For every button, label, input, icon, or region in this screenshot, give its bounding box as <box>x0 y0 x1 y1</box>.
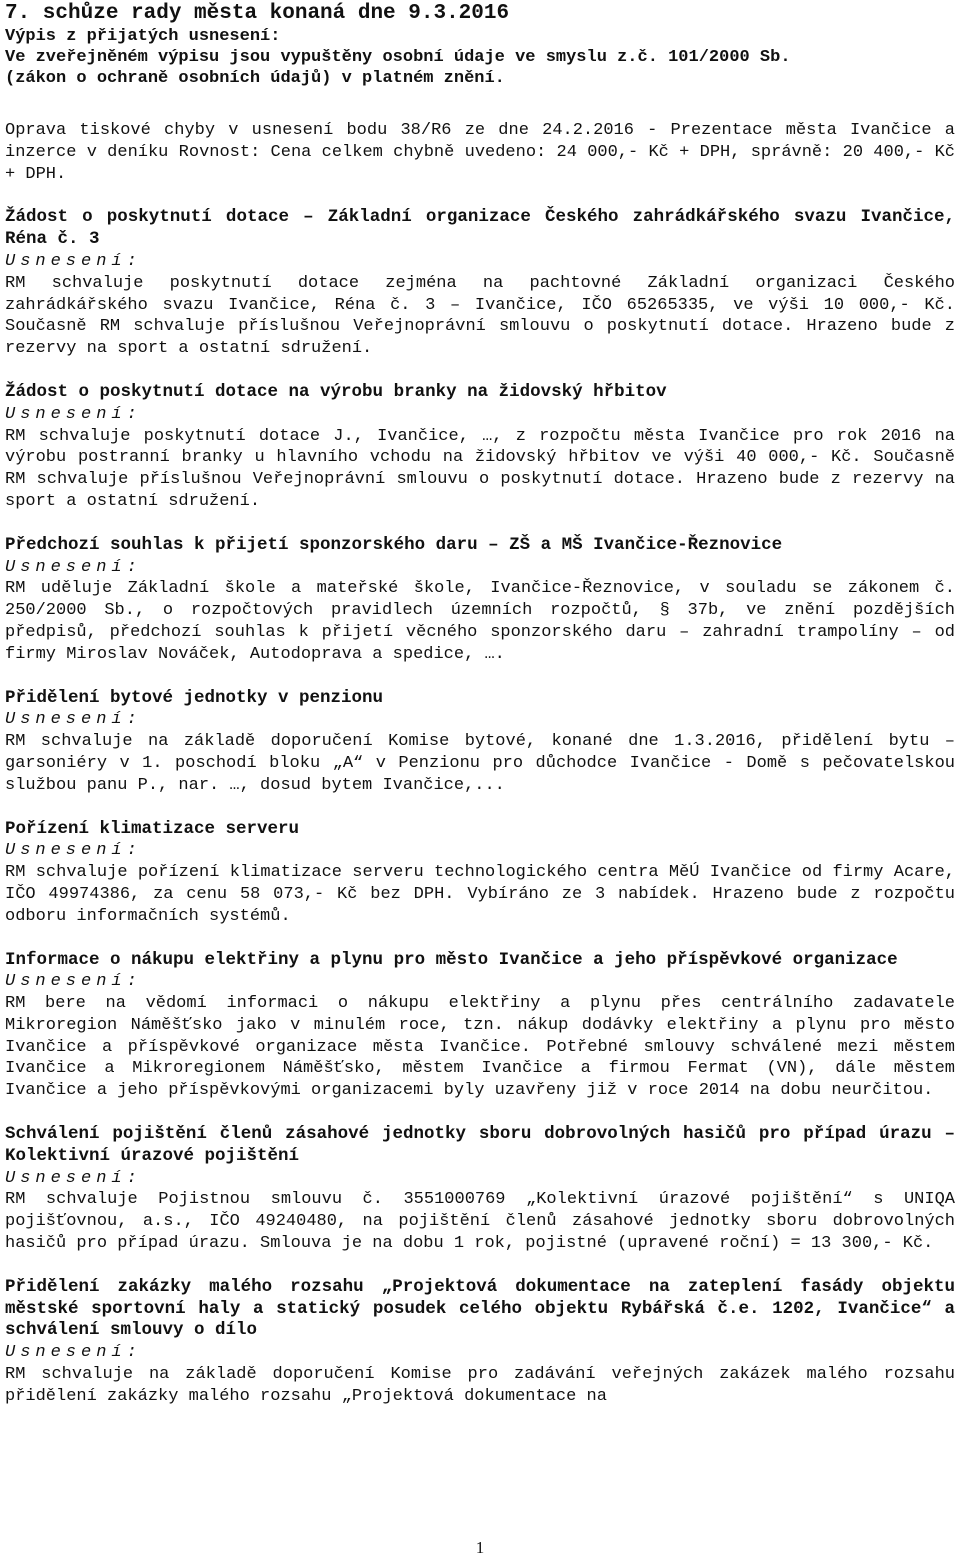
section-text: RM schvaluje poskytnutí dotace J., Ivančice, …, z rozpočtu města Ivančice pro rok 2016 na výrobu postranní branky u hlavního vchodu na židovský hřbitov ve výši 40 000,- Kč. Současně RM schvaluje příslušnou Veřejnoprávní smlouvu o poskytnutí dotace. Hrazeno bude z rezervy na sport a ostatní sdružení. <box>5 426 955 511</box>
section-text: RM uděluje Základní škole a mateřské škole, Ivančice-Řeznovice, v souladu se zákonem č. 250/2000 Sb., o rozpočtových pravidlech územních rozpočtů, § 37b, ve znění pozdějších předpisů, předchozí souhlas k přijetí věcného sponzorského daru – zahradní trampolíny – od firmy Miroslav Nováček, Autodoprava a spedice, …. <box>5 579 955 664</box>
usneseni-label: Usnesení: <box>5 710 142 730</box>
correction-paragraph: Oprava tiskové chyby v usnesení bodu 38/R6 ze dne 24.2.2016 - Prezentace města Ivančice a inzerce v deníku Rovnost: Cena celkem chybně uvedeno: 24 000,- Kč + DPH, správně: 20 400,- Kč + DPH. <box>5 121 955 184</box>
section-energie <box>5 950 955 1103</box>
section-heading: Přidělení bytové jednotky v penzionu <box>5 687 384 708</box>
section-text: RM schvaluje na základě doporučení Komise pro zadávání veřejných zakázek malého rozsahu přidělení zakázky malého rozsahu „Projektová dokumentace na <box>5 1365 955 1406</box>
section-zakazka-sportovni-hala <box>5 1277 955 1408</box>
usneseni-label: Usnesení: <box>5 251 142 271</box>
section-heading: Přidělení zakázky malého rozsahu „Projektová dokumentace na zateplení fasády objektu městské sportovní haly a statický posudek celého objektu Rybářská č.e. 1202, Ivančice“ a schválení smlouvy o dílo <box>5 1276 955 1341</box>
usneseni-label: Usnesení: <box>5 972 142 992</box>
section-pojisteni-hasicu <box>5 1124 955 1255</box>
section-sponzorsky-dar <box>5 535 955 666</box>
section-prideleni-bytu <box>5 688 955 797</box>
document-page <box>5 2 955 1408</box>
usneseni-label: Usnesení: <box>5 1168 142 1188</box>
section-heading: Žádost o poskytnutí dotace – Základní organizace Českého zahrádkářského svazu Ivančice, Réna č. 3 <box>5 207 955 250</box>
usneseni-label: Usnesení: <box>5 841 142 861</box>
section-heading: Předchozí souhlas k přijetí sponzorského daru – ZŠ a MŠ Ivančice-Řeznovice <box>5 534 783 555</box>
section-text: RM schvaluje pořízení klimatizace serveru technologického centra MěÚ Ivančice od firmy Acare, IČO 49974386, za cenu 58 073,- Kč bez DPH. Vybíráno ze 3 nabídek. Hrazeno bude z rozpočtu odboru informačních systémů. <box>5 863 955 926</box>
page-number: 1 <box>475 1538 485 1557</box>
section-text: RM schvaluje Pojistnou smlouvu č. 3551000769 „Kolektivní úrazové pojištění“ s UNIQA pojišťovnou, a.s., IČO 49240480, na pojištění členů zásahové jednotky sboru dobrovolných hasičů pro případ úrazu. Smlouva je na dobu 1 rok, pojistné (upravené roční) = 13 300,- Kč. <box>5 1190 955 1254</box>
section-heading: Pořízení klimatizace serveru <box>5 818 300 839</box>
section-text: RM bere na vědomí informaci o nákupu elektřiny a plynu přes centrálního zadavatele Mikroregion Náměšťsko jako v minulém roce, tzn. nákup dodávky elektřiny a plynu pro město Ivančice a příspěvkové organizace města Ivančice. Potřebné smlouvy schválené mezi městem Ivančice a Mikroregionem Náměšťsko, městem Ivančice a firmou Fermat (VN), dále městem Ivančice a jeho příspěvkovými organizacemi byly uzavřeny již v roce 2014 na dobu neurčitou. <box>5 994 955 1101</box>
section-dotace-zahradkari <box>5 207 955 360</box>
usneseni-label: Usnesení: <box>5 404 142 424</box>
section-text: RM schvaluje na základě doporučení Komise bytové, konané dne 1.3.2016, přidělení bytu – garsoniéry v 1. poschodí bloku „A“ v Penzionu pro důchodce Ivančice - Domě s pečovatelskou službou panu P., nar. …, dosud bytem Ivančice,... <box>5 732 955 795</box>
section-klimatizace <box>5 819 955 928</box>
section-heading: Informace o nákupu elektřiny a plynu pro město Ivančice a jeho příspěvkové organizace <box>5 949 898 970</box>
section-dotace-branka <box>5 382 955 513</box>
section-heading: Schválení pojištění členů zásahové jednotky sboru dobrovolných hasičů pro případ úrazu – Kolektivní úrazové pojištění <box>5 1124 955 1166</box>
usneseni-label: Usnesení: <box>5 557 142 577</box>
privacy-notice-line-2: (zákon o ochraně osobních údajů) v platném znění. <box>5 69 505 88</box>
usneseni-label: Usnesení: <box>5 1343 142 1363</box>
section-heading: Žádost o poskytnutí dotace na výrobu branky na židovský hřbitov <box>5 381 667 402</box>
document-title: 7. schůze rady města konaná dne 9.3.2016 <box>5 2 510 25</box>
privacy-notice-line-1: Ve zveřejněném výpisu jsou vypuštěny osobní údaje ve smyslu z.č. 101/2000 Sb. <box>5 48 791 67</box>
document-subtitle: Výpis z přijatých usnesení: <box>5 27 281 46</box>
section-text: RM schvaluje poskytnutí dotace zejména na pachtovné Základní organizaci Českého zahrádkářského svazu Ivančice, Réna č. 3 – Ivančice, IČO 65265335, ve výši 10 000,- Kč. Současně RM schvaluje příslušnou Veřejnoprávní smlouvu o poskytnutí dotace. Hrazeno bude z rezervy na sport a ostatní sdružení. <box>5 273 955 359</box>
